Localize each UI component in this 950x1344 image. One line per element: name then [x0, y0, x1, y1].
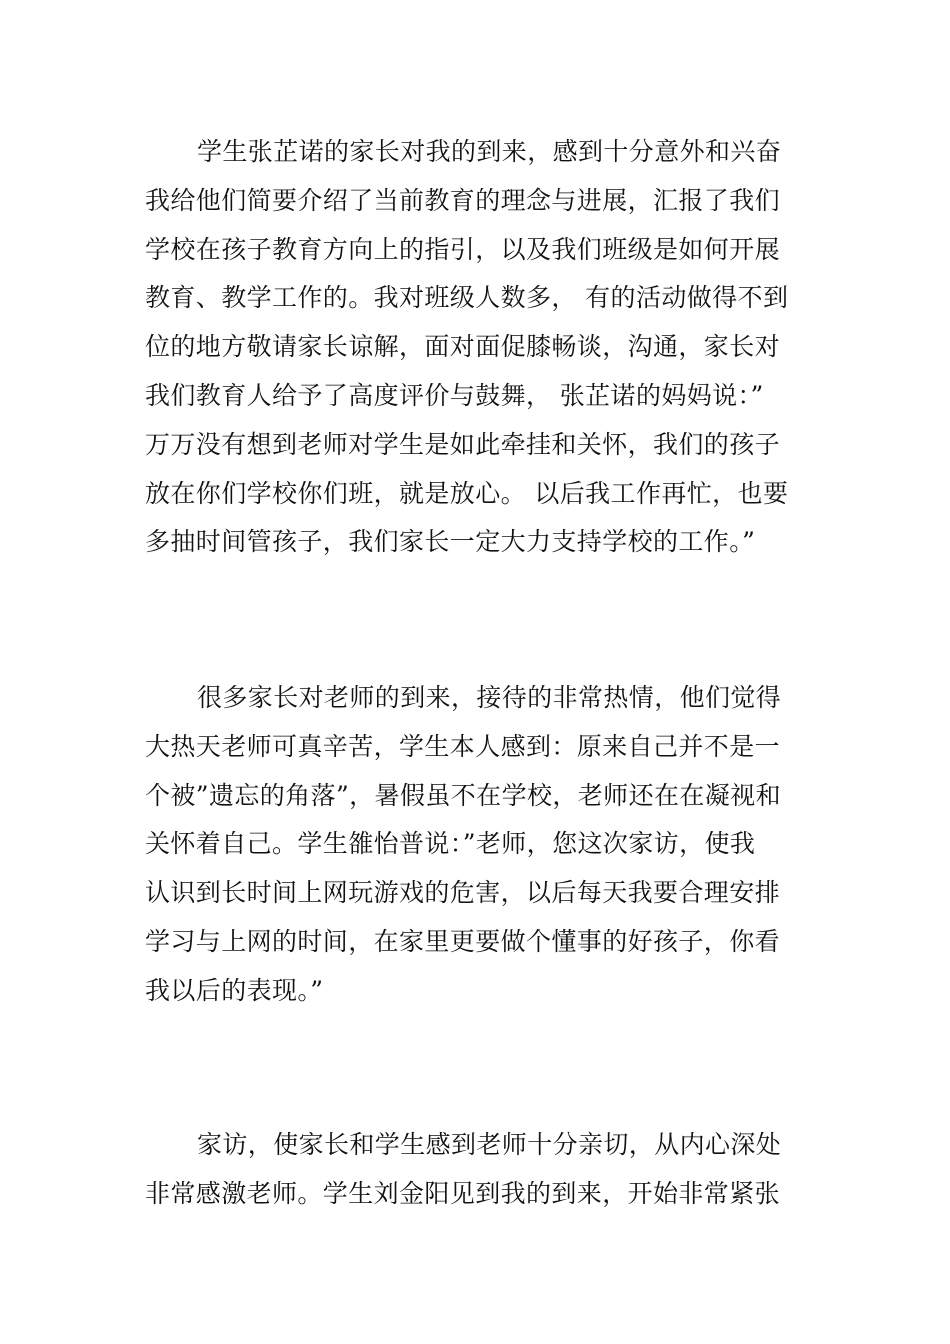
paragraph-2 [145, 674, 810, 1016]
paragraph-line: 我给他们简要介绍了当前教育的理念与进展，汇报了我们 [145, 185, 781, 215]
paragraph-line: 位的地方敬请家长谅解，面对面促膝畅谈，沟通，家长对 [145, 332, 781, 362]
paragraph-line: 大热天老师可真辛苦，学生本人感到：原来自己并不是一 [145, 731, 781, 761]
paragraph-line: 多抽时间管孩子，我们家长一定大力支持学校的工作。” [145, 527, 756, 557]
paragraph-line: 学校在孩子教育方向上的指引，以及我们班级是如何开展 [145, 234, 781, 264]
paragraph-1 [145, 128, 810, 567]
paragraph-line: 学生张芷诺的家长对我的到来，感到十分意外和兴奋 [197, 137, 782, 166]
paragraph-line: 学习与上网的时间，在家里更要做个懂事的好孩子，你看 [145, 926, 781, 956]
paragraph-line: 教育、教学工作的。我对班级人数多， 有的活动做得不到 [145, 283, 789, 313]
paragraph-3 [145, 1121, 810, 1219]
paragraph-line: 个被”遗忘的角落”，暑假虽不在学校，老师还在在凝视和 [145, 780, 781, 810]
paragraph-line: 很多家长对老师的到来，接待的非常热情，他们觉得 [197, 683, 782, 712]
paragraph-line: 认识到长时间上网玩游戏的危害，以后每天我要合理安排 [145, 878, 781, 908]
paragraph-line: 非常感激老师。学生刘金阳见到我的到来，开始非常紧张 [145, 1178, 781, 1208]
paragraph-line: 放在你们学校你们班，就是放心。 以后我工作再忙，也要 [145, 478, 789, 508]
paragraph-line: 万万没有想到老师对学生是如此牵挂和关怀，我们的孩子 [145, 429, 781, 459]
paragraph-line: 家访，使家长和学生感到老师十分亲切，从内心深处 [197, 1130, 782, 1159]
paragraph-line: 关怀着自己。学生雒怡普说：”老师，您这次家访，使我 [145, 829, 756, 859]
paragraph-line: 我以后的表现。” [145, 975, 324, 1005]
paragraph-line: 我们教育人给予了高度评价与鼓舞， 张芷诺的妈妈说：” [145, 380, 764, 410]
